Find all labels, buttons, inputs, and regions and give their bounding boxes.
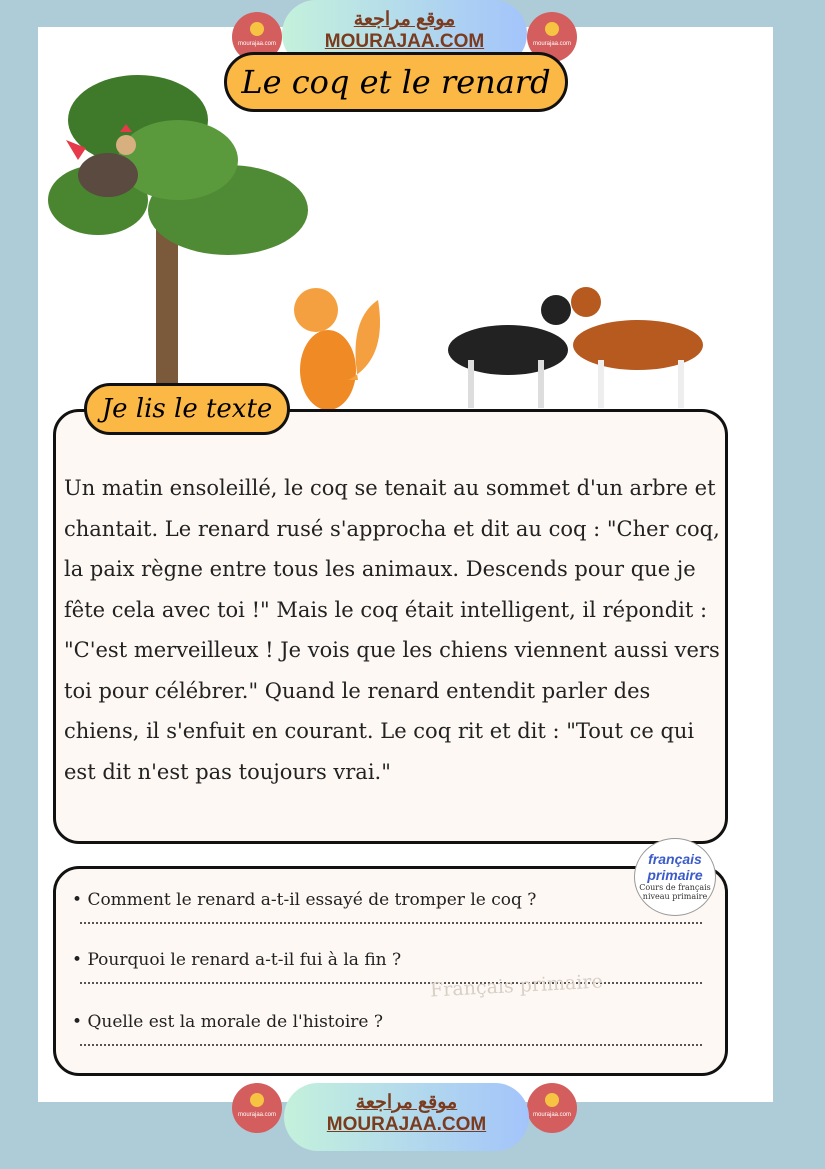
dogs-illustration (448, 287, 703, 408)
story-text: Un matin ensoleillé, le coq se tenait au sommet d'un arbre et chantait. Le renard rusé s'approcha et dit au coq : "Cher coq, la paix règne entre tous les animaux. Descends pour que je fête cela avec toi !" Mais le coq était intelligent, il répondit : "C'est merveilleux ! Je vois que les chiens viennent aussi vers toi pour célébrer." Quand le renard entendit parler des chiens, il s'enfuit en courant. Le coq rit et dit : "Tout ce qui est dit n'est pas toujours vrai." (64, 476, 720, 784)
banner-site: MOURAJAA.COM (326, 1114, 487, 1135)
watermark: Français primaire (429, 970, 604, 1002)
badge-text: mourajaa.com (532, 41, 571, 47)
illustration (38, 40, 738, 420)
site-badge-left-bottom (232, 1083, 282, 1133)
answer-line[interactable] (80, 916, 702, 924)
section-label: Je lis le texte (84, 383, 290, 435)
question-text: Quelle est la morale de l'histoire ? (87, 1012, 384, 1032)
badge-text: mourajaa.com (532, 1112, 571, 1118)
question-1: • Comment le renard a-t-il essayé de tromper le coq ? (72, 890, 702, 924)
tree-illustration (48, 75, 308, 385)
logo-name: français primaire (647, 851, 703, 883)
question-text: Pourquoi le renard a-t-il fui à la fin ? (87, 950, 402, 970)
francais-primaire-logo (634, 838, 716, 916)
answer-line[interactable] (80, 1038, 702, 1046)
page-title: Le coq et le renard (224, 52, 568, 112)
question-2: • Pourquoi le renard a-t-il fui à la fin ? (72, 950, 702, 984)
site-badge-right-bottom (527, 1083, 577, 1133)
banner-arabic: موقع مراجعة (355, 1092, 458, 1113)
badge-text: mourajaa.com (237, 1112, 276, 1118)
banner-site: MOURAJAA.COM (324, 31, 485, 52)
banner-arabic: موقع مراجعة (353, 9, 456, 30)
site-banner-bottom[interactable] (284, 1083, 529, 1151)
question-3: • Quelle est la morale de l'histoire ? (72, 1012, 702, 1046)
logo-caption: Cours de français niveau primaire (639, 883, 711, 901)
question-text: Comment le renard a-t-il essayé de tromper le coq ? (87, 890, 537, 910)
fox-illustration (294, 288, 380, 410)
badge-text: mourajaa.com (237, 41, 276, 47)
answer-line[interactable] (80, 976, 702, 984)
